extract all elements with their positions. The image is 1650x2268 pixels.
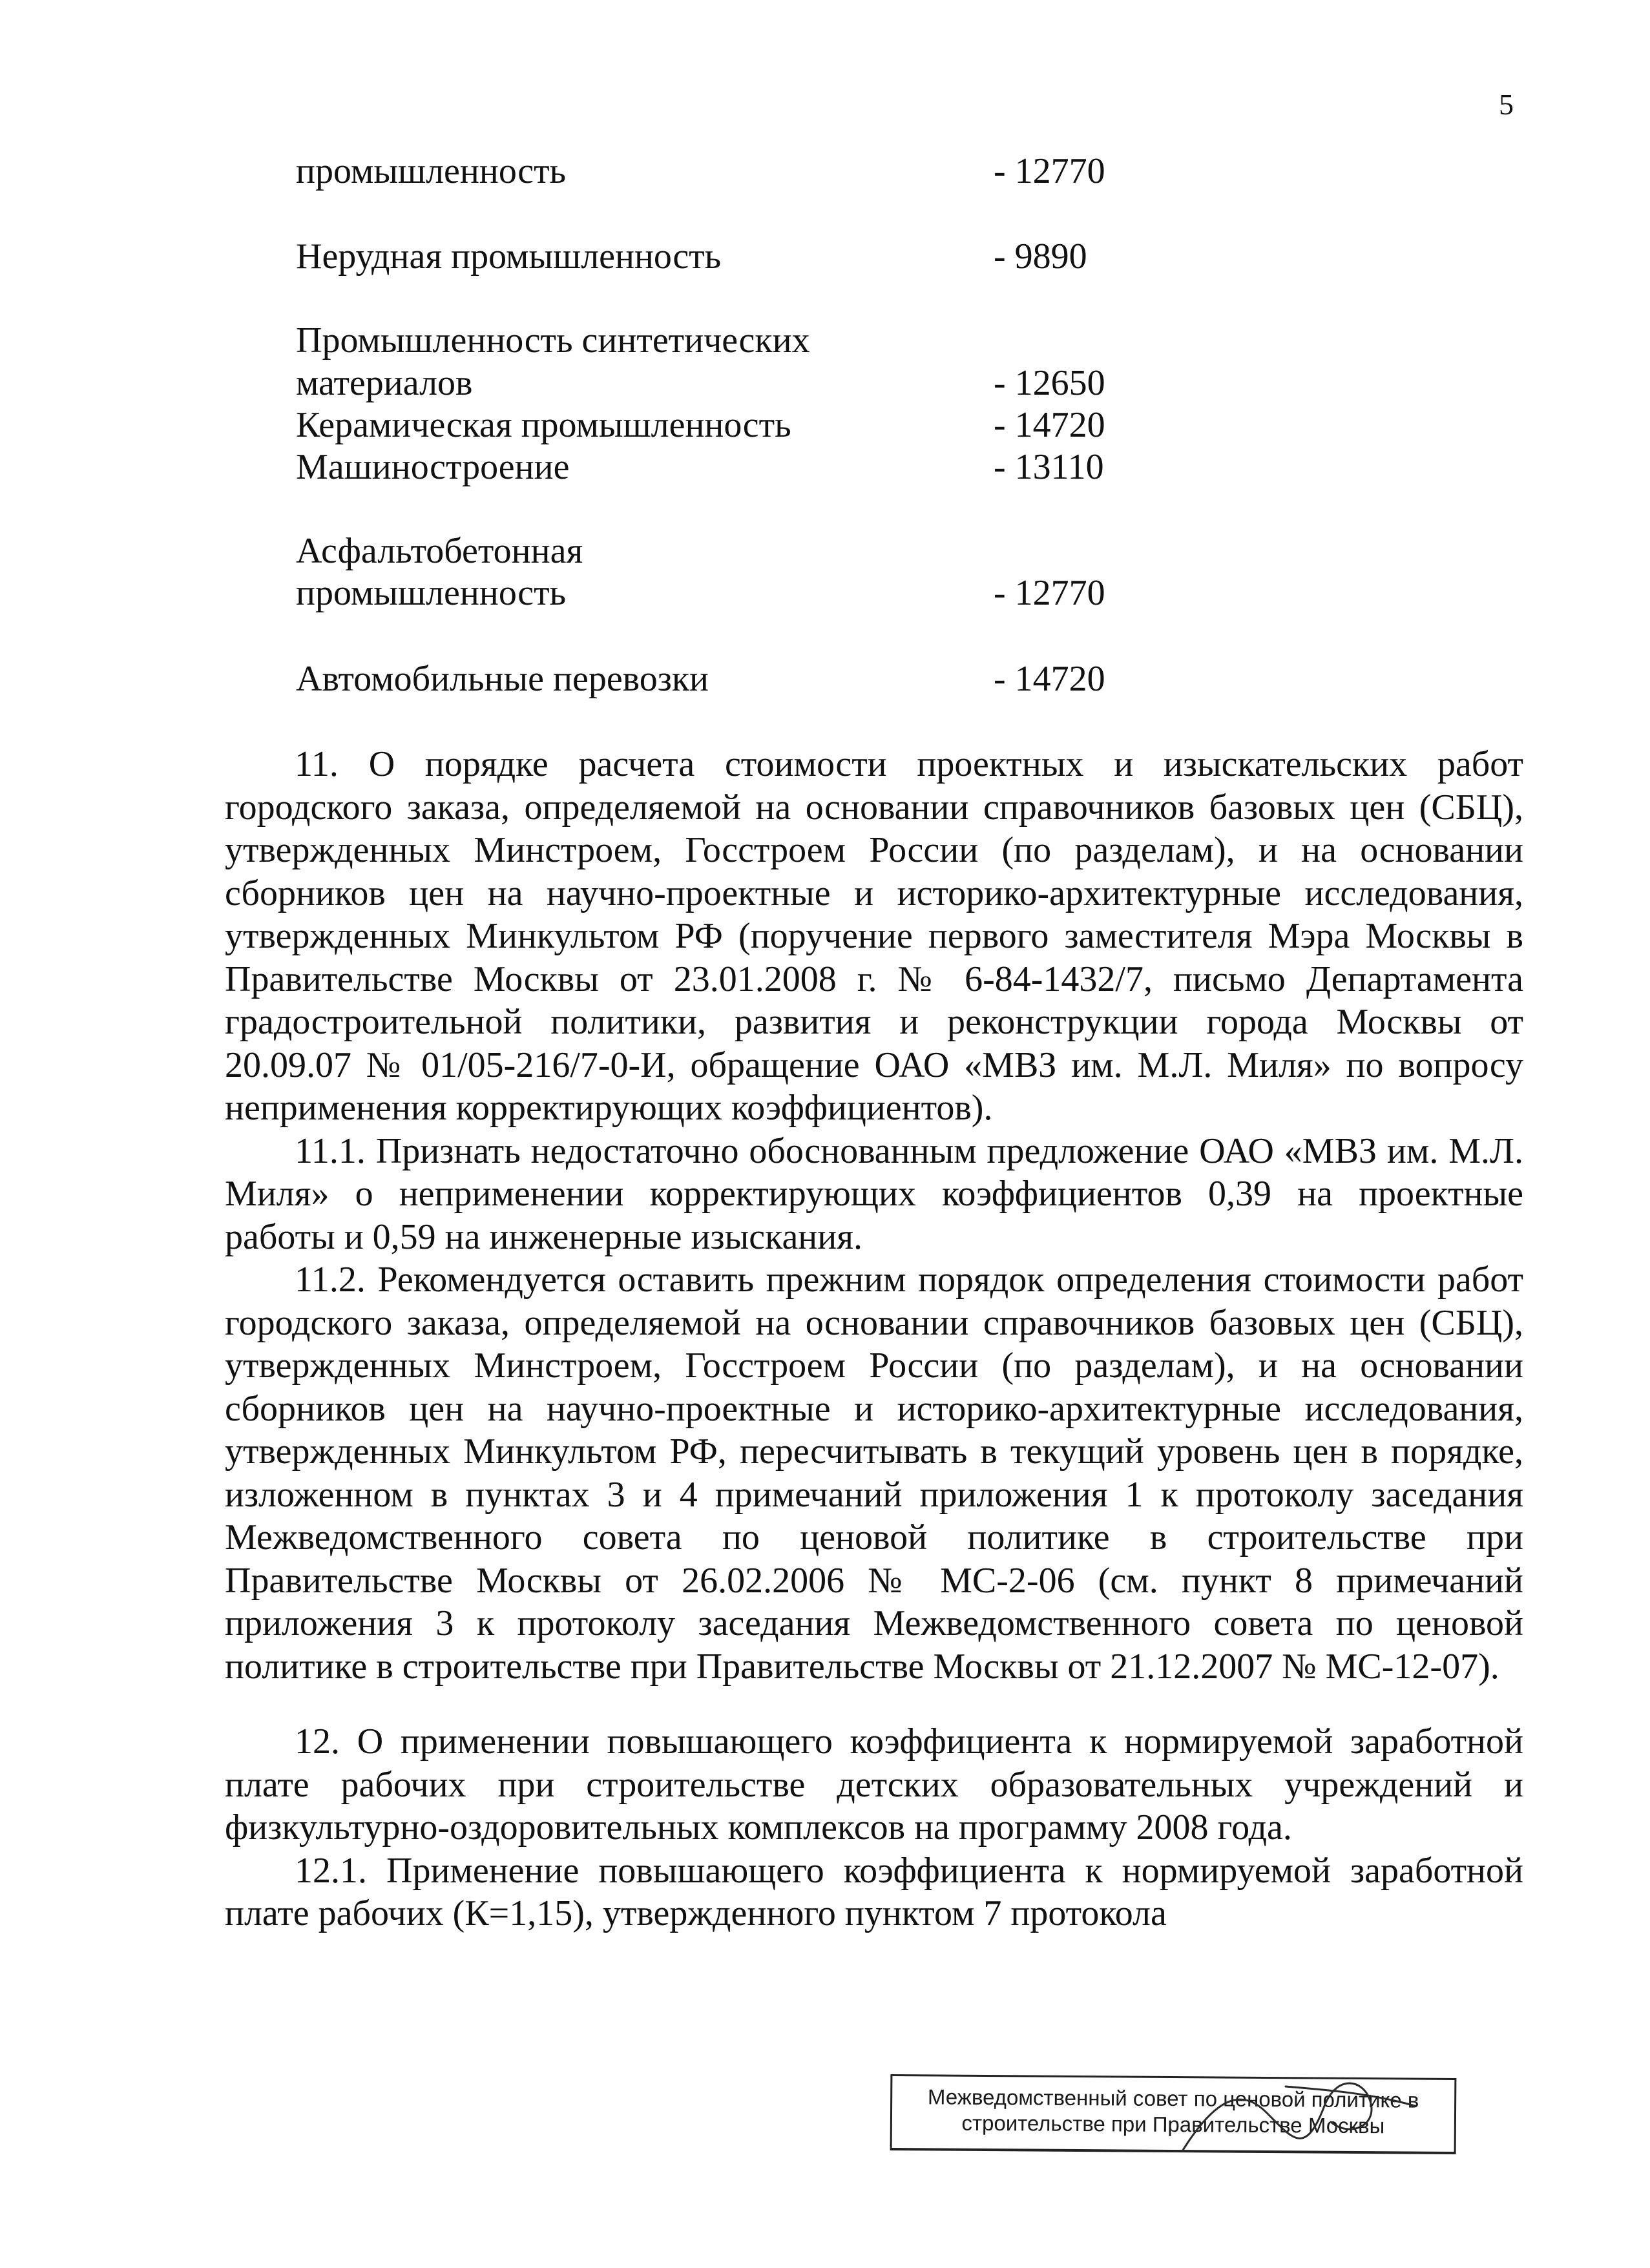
list-item xyxy=(296,362,1136,404)
stamp-line-2: строительстве при Правительстве Москвы xyxy=(961,2110,1385,2138)
list-item xyxy=(296,404,1136,446)
list-item-name: Промышленность синтетических xyxy=(296,320,810,360)
list-item xyxy=(296,235,1136,278)
list-item-name: Керамическая промышленность xyxy=(296,405,791,445)
list-item xyxy=(296,530,1136,572)
list-item-name: Автомобильные перевозки xyxy=(296,659,709,699)
list-item-name: промышленность xyxy=(296,151,567,191)
list-item-value: - 12650 xyxy=(994,363,1105,403)
list-item-name: Машиностроение xyxy=(296,447,570,487)
list-item xyxy=(296,572,1136,614)
list-item-name: Нерудная промышленность xyxy=(296,236,722,276)
list-item xyxy=(296,319,1136,362)
page-number: 5 xyxy=(1499,88,1514,121)
handwritten-signature xyxy=(1156,2061,1428,2164)
list-item xyxy=(296,658,1136,700)
list-item-value: - 14720 xyxy=(994,405,1105,445)
section-12: 12. О применении повышающего коэффициента к нормируемой заработной плате рабочих при строительстве детских образовательных учреждений и физкультурно-оздоровительных комплексов на программу 2008 года. xyxy=(225,1722,1523,1847)
list-item-name: материалов xyxy=(296,363,473,403)
list-item-value: - 12770 xyxy=(994,151,1105,191)
list-item-value: - 9890 xyxy=(994,236,1087,276)
stamp-line-1: Межведомственный совет по ценовой политике в xyxy=(927,2085,1419,2112)
list-item-name: промышленность xyxy=(296,573,567,613)
section-11-2: 11.2. Рекомендуется оставить прежним порядок определения стоимости работ городского заказа, определяемой на основании справочников базовых цен (СБЦ), утвержденных Минстроем, Госстроем России (по разделам), и на основании сборников цен на научно-проектные и историко-архитектурные исследования, утвержденных Минкультом РФ, пересчитывать в текущий уровень цен в порядке, изложенном в пунктах 3 и 4 примечаний приложения 1 к протоколу заседания Межведомственного совета по ценовой политике в строительстве при Правительстве Москвы от 26.02.2006 № МС-2-06 (см. пункт 8 примечаний приложения 3 к протоколу заседания Межведомственного совета по ценовой политике в строительстве при Правительстве Москвы от 21.12.2007 № МС-12-07). xyxy=(225,1260,1523,1687)
section-11-1: 11.1. Признать недостаточно обоснованным предложение ОАО «МВЗ им. М.Л. Миля» о неприменении корректирующих коэффициентов 0,39 на проектные работы и 0,59 на инженерные изыскания. xyxy=(225,1130,1523,1257)
list-item xyxy=(296,150,1136,192)
list-item-name: Асфальтобетонная xyxy=(296,531,583,571)
list-item-value: - 12770 xyxy=(994,573,1105,613)
list-item-value: - 14720 xyxy=(994,659,1105,699)
list-item-value: - 13110 xyxy=(994,447,1104,487)
list-item xyxy=(296,446,1136,488)
document-body xyxy=(225,743,1523,1935)
section-12-1: 12.1. Применение повышающего коэффициента к нормируемой заработной плате рабочих (К=1,15), утвержденного пунктом 7 протокола xyxy=(225,1850,1523,1933)
section-11: 11. О порядке расчета стоимости проектных и изыскательских работ городского заказа, определяемой на основании справочников базовых цен (СБЦ), утвержденных Минстроем, Госстроем России (по разделам), и на основании сборников цен на научно-проектные и историко-архитектурные исследования, утвержденных Минкультом РФ (поручение первого заместителя Мэра Москвы в Правительстве Москвы от 23.01.2008 г. № 6-84-1432/7, письмо Департамента градостроительной политики, развития и реконструкции города Москвы от 20.09.07 № 01/05-216/7-0-И, обращение ОАО «МВЗ им. М.Л. Миля» по вопросу неприменения корректирующих коэффициентов). xyxy=(225,744,1523,1128)
